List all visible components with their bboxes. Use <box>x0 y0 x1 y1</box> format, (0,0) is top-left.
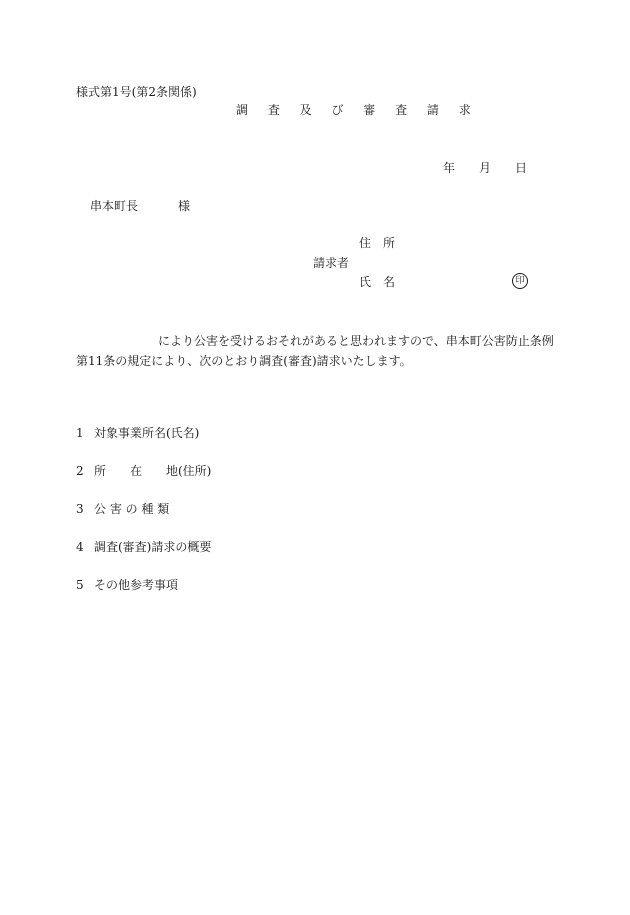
form-number: 様式第1号(第2条関係) <box>76 85 197 99</box>
item-label: その他参考事項 <box>94 578 179 592</box>
seal-mark: 印 <box>512 273 528 289</box>
addressee-honorific: 様 <box>178 199 191 213</box>
item-label: 対象事業所名(氏名) <box>94 426 200 440</box>
item-label: 調査(審査)請求の概要 <box>94 540 212 554</box>
date-year-label: 年 <box>443 161 456 175</box>
list-item <box>76 465 211 477</box>
item-number: 3 <box>76 502 84 516</box>
date-line <box>443 162 527 174</box>
item-label: 公 害 の 種 類 <box>94 502 170 516</box>
requester-name-label: 氏 名 <box>359 275 396 289</box>
list-item <box>76 503 169 515</box>
date-day-label: 日 <box>515 161 528 175</box>
list-item <box>76 427 199 439</box>
item-number: 1 <box>76 426 84 440</box>
list-item <box>76 579 178 591</box>
item-number: 5 <box>76 578 84 592</box>
item-number: 4 <box>76 540 84 554</box>
addressee <box>90 200 190 212</box>
body-text: により公害を受けるおそれがあると思われますので、串本町公害防止条例第11条の規定により、次のとおり調査(審査)請求いたします。 <box>76 334 554 368</box>
item-label: 所 在 地(住所) <box>94 464 212 478</box>
addressee-name: 串本町長 <box>90 199 139 213</box>
requester-role-label: 請求者 <box>313 256 350 270</box>
body-paragraph <box>76 331 556 371</box>
item-number: 2 <box>76 464 84 478</box>
list-item <box>76 541 211 553</box>
requester-address-label: 住 所 <box>359 236 396 250</box>
date-month-label: 月 <box>479 161 492 175</box>
document-title: 調 査 及 び 審 査 請 求 <box>236 103 479 117</box>
